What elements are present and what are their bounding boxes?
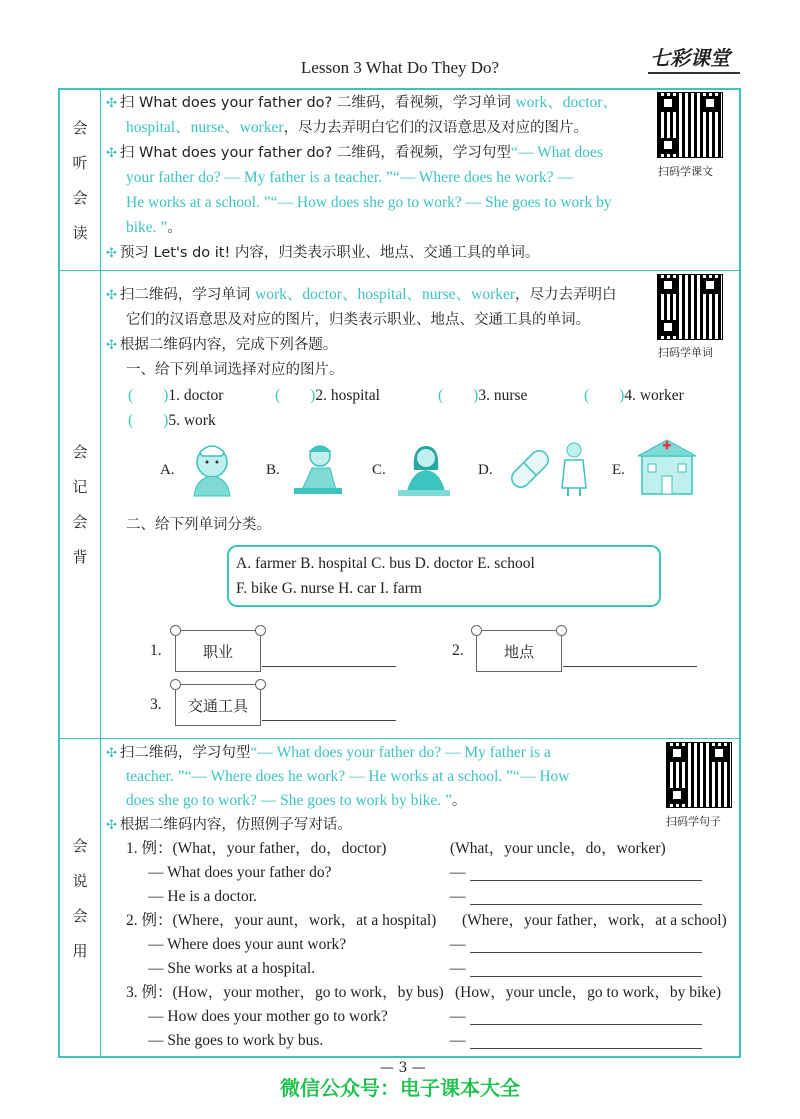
category-num: 2. [452, 642, 464, 659]
item-text: 5. work [168, 412, 216, 429]
paren: ) [310, 387, 316, 404]
text: 根据二维码内容，仿照例子写对话。 [119, 817, 352, 833]
paren: ( [584, 387, 590, 404]
side-char: 读 [72, 224, 88, 242]
hospital-image [632, 436, 702, 500]
speak-line-4 [106, 812, 352, 838]
answer-line[interactable] [470, 976, 702, 977]
qr-caption: 扫码学单词 [658, 346, 713, 359]
side-char: 背 [72, 548, 88, 566]
item-text: 1. doctor [168, 387, 224, 404]
text: 预习 Let's do it! 内容，归类表示职业、地点、交通工具的单词。 [119, 245, 540, 261]
qr-code-icon[interactable] [666, 742, 732, 808]
text: 根据二维码内容，完成下列各题。 [119, 337, 338, 353]
bullet-icon: ✣ [106, 95, 117, 110]
bullet-icon: ✣ [106, 337, 117, 352]
memorize-line-2 [126, 307, 590, 333]
item-text: 4. worker [624, 387, 684, 404]
category-num: 1. [150, 642, 162, 659]
pic-label: E. [612, 462, 625, 478]
highlight: does she go to work? — She goes to work by bike. ” [126, 792, 452, 809]
paren: ) [473, 387, 479, 404]
qr-code-icon[interactable] [657, 92, 723, 158]
example-2-answer: — She works at a hospital. [148, 960, 316, 977]
side-char: 用 [72, 942, 88, 960]
answer-line[interactable] [563, 666, 697, 667]
paren: ( [128, 387, 134, 404]
match-item-2[interactable] [275, 383, 380, 408]
listen-line-4: He works at a school. ”“— How does she go to work? — She goes to work by [126, 194, 612, 211]
text: 二、给下列单词分类。 [126, 517, 271, 533]
dash: — [450, 864, 466, 881]
highlight: “— What does [510, 144, 603, 161]
answer-line[interactable] [470, 880, 702, 881]
answer-line[interactable] [470, 1024, 702, 1025]
listen-line-1b [126, 115, 588, 141]
paren: ) [163, 412, 169, 429]
dash: — [450, 1008, 466, 1025]
side-char: 会 [72, 513, 88, 531]
task-3: (How，your uncle，go to work，by bike) [455, 984, 722, 1001]
task-2: (Where，your father，work，at a school) [462, 912, 727, 929]
side-char: 会 [72, 119, 88, 137]
side-char: 会 [72, 837, 88, 855]
listen-line-3: your father do? — My father is a teacher. ”“— Where does he work? — [126, 169, 573, 186]
text: ，尽力去弄明白它们的汉语意思及对应的图片。 [283, 120, 589, 136]
category-transport-label: 交通工具 [175, 684, 261, 726]
pic-label: D. [478, 462, 493, 478]
answer-line[interactable] [262, 666, 396, 667]
memorize-line-1 [106, 282, 617, 308]
highlight: work、doctor、 [515, 94, 618, 111]
example-2-question: — Where does your aunt work? [148, 936, 347, 953]
side-char: 会 [72, 189, 88, 207]
text: 扫二维码，学习单词 [119, 287, 256, 303]
answer-line[interactable] [262, 720, 396, 721]
example-3-answer: — She goes to work by bus. [148, 1032, 324, 1049]
side-char: 听 [72, 154, 88, 172]
example-1-question: — What does your father do? [148, 864, 332, 881]
match-item-1[interactable] [128, 383, 223, 408]
text: 扫 What does your father do? 二维码，看视频，学习句型 [119, 145, 511, 161]
example-3-question: — How does your mother go to work? [148, 1008, 388, 1025]
answer-line[interactable] [470, 952, 702, 953]
text: 一、给下列单词选择对应的图片。 [126, 362, 344, 378]
bullet-icon: ✣ [106, 745, 117, 760]
side-char: 说 [72, 872, 88, 890]
speak-line-3 [126, 788, 466, 814]
dash: — [450, 936, 466, 953]
side-char: 会 [72, 443, 88, 461]
qr-code-icon[interactable] [657, 274, 723, 340]
listen-line-6 [106, 240, 539, 266]
word-bank-row-1: A. farmer B. hospital C. bus D. doctor E. school [236, 555, 535, 572]
worker-image [288, 440, 348, 498]
paren: ( [275, 387, 281, 404]
bullet-icon: ✣ [106, 287, 117, 302]
side-char: 会 [72, 907, 88, 925]
paren: ) [619, 387, 625, 404]
side-label-speak [60, 738, 100, 1058]
example-2: 2. 例：(Where，your aunt，work，at a hospital) [126, 912, 437, 929]
word-bank-row-2: F. bike G. nurse H. car I. farm [236, 580, 422, 597]
page-number: — 3 — [380, 1060, 426, 1076]
match-item-5[interactable] [128, 408, 216, 433]
listen-line-5 [126, 215, 182, 241]
dash: — [450, 888, 466, 905]
category-job-label: 职业 [175, 630, 261, 672]
section-divider [60, 270, 739, 271]
side-label-listen [60, 90, 100, 270]
category-num: 3. [150, 696, 162, 713]
memorize-line-3 [106, 332, 337, 358]
page-title: Lesson 3 What Do They Do? [300, 58, 500, 77]
part1-title [126, 357, 344, 383]
pic-label: A. [160, 462, 175, 478]
side-divider [100, 90, 101, 1056]
paren: ( [128, 412, 134, 429]
text: 它们的汉语意思及对应的图片，归类表示职业、地点、交通工具的单词。 [126, 312, 590, 328]
doctor-small-image [554, 440, 594, 498]
text: 扫二维码，学习句型 [119, 745, 251, 761]
example-3: 3. 例：(How，your mother，go to work，by bus) [126, 984, 444, 1001]
bullet-icon: ✣ [106, 245, 117, 260]
item-text: 2. hospital [315, 387, 380, 404]
wechat-watermark: 微信公众号：电子课本大全 [280, 1076, 520, 1100]
pill-image [500, 440, 560, 498]
bullet-icon: ✣ [106, 817, 117, 832]
brand-underline [648, 72, 740, 74]
part2-title [126, 512, 271, 538]
highlight: hospital、nurse、worker [126, 119, 284, 136]
qr-caption: 扫码学课文 [658, 165, 713, 178]
example-1-answer: — He is a doctor. [148, 888, 257, 905]
highlight: “— What does your father do? — My father is a [250, 744, 551, 761]
dash: — [450, 1032, 466, 1049]
text: 。 [451, 793, 467, 809]
side-char: 记 [72, 478, 88, 496]
dash: — [450, 960, 466, 977]
example-1: 1. 例：(What，your father，do，doctor) [126, 840, 387, 857]
pic-label: C. [372, 462, 386, 478]
listen-line-2 [106, 140, 603, 166]
paren: ) [163, 387, 169, 404]
text: 。 [167, 220, 182, 236]
highlight: bike. ” [126, 219, 168, 236]
text: ，尽力去弄明白 [515, 287, 617, 303]
match-item-3[interactable] [438, 383, 527, 408]
task-1: (What，your uncle，do，worker) [450, 840, 666, 857]
nurse-image [182, 440, 242, 498]
paren: ( [438, 387, 444, 404]
section-divider [60, 738, 739, 739]
speak-line-1 [106, 740, 551, 766]
category-place-label: 地点 [476, 630, 562, 672]
listen-line-1 [106, 90, 618, 116]
item-text: 3. nurse [478, 387, 528, 404]
text: 扫 What does your father do? 二维码，看视频，学习单词 [119, 95, 516, 111]
speak-line-2: teacher. ”“— Where does he work? — He works at a school. ”“— How [126, 768, 570, 785]
pic-label: B. [266, 462, 280, 478]
brand-logo: 七彩课堂 [650, 46, 730, 70]
match-item-4[interactable] [584, 383, 684, 408]
woman-working-image [394, 440, 454, 498]
highlight: work、doctor、hospital、nurse、worker [255, 286, 516, 303]
side-label-memorize [60, 270, 100, 738]
answer-line[interactable] [470, 904, 702, 905]
answer-line[interactable] [470, 1048, 702, 1049]
bullet-icon: ✣ [106, 145, 117, 160]
qr-caption: 扫码学句子 [666, 815, 721, 828]
